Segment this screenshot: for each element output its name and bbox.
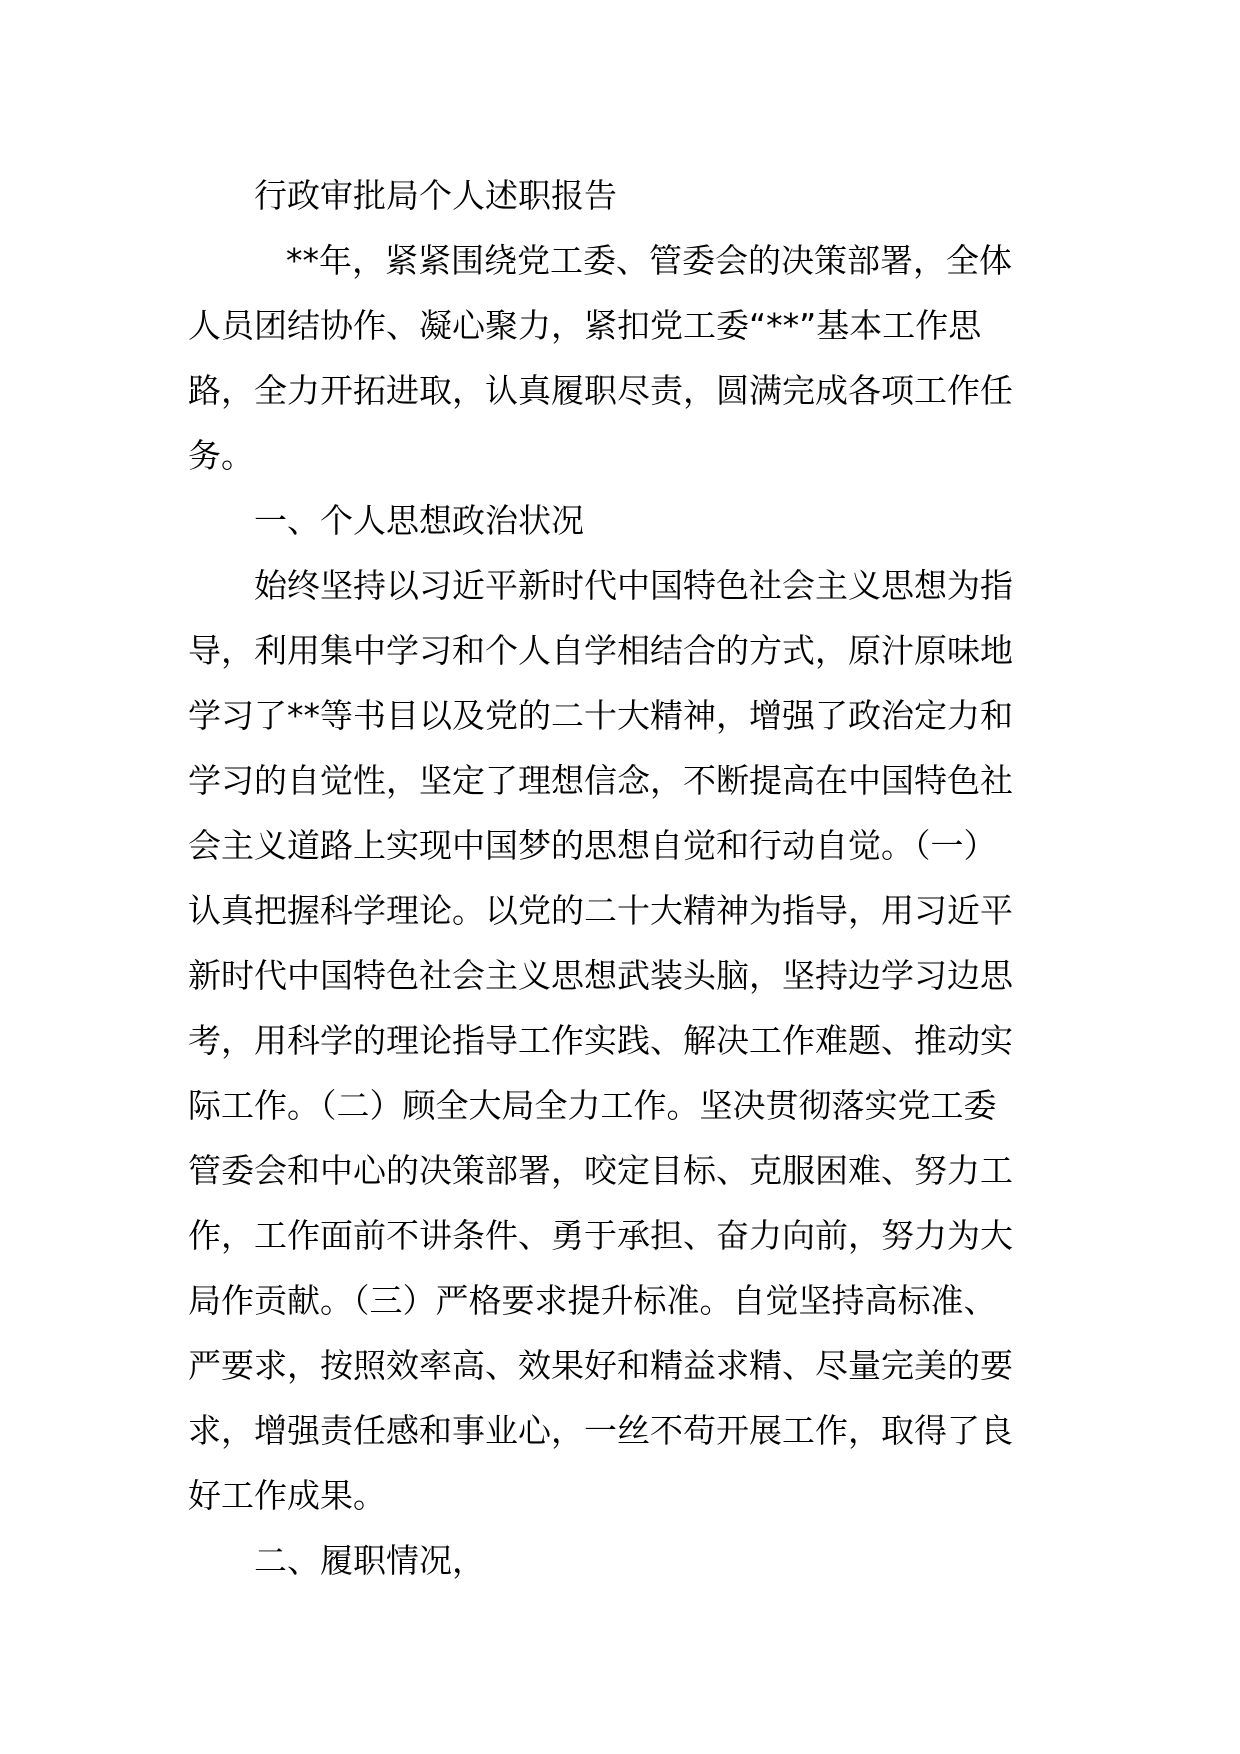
section-one-heading: 一、个人思想政治状况 xyxy=(254,501,584,540)
section-one-line-15: 好工作成果。 xyxy=(188,1476,386,1515)
section-one-line-4: 学习的自觉性，坚定了理想信念，不断提高在中国特色社 xyxy=(188,761,1013,800)
section-one-line-3: 学习了**等书目以及党的二十大精神，增强了政治定力和 xyxy=(188,696,1013,735)
section-one-line-8: 考，用科学的理论指导工作实践、解决工作难题、推动实 xyxy=(188,1021,1013,1060)
document-title: 行政审批局个人述职报告 xyxy=(254,176,617,215)
document-body xyxy=(188,163,1060,1593)
intro-line-3: 路，全力开拓进取，认真履职尽责，圆满完成各项工作任 xyxy=(188,371,1013,410)
intro-line-4: 务。 xyxy=(188,436,254,475)
section-one-line-1: 始终坚持以习近平新时代中国特色社会主义思想为指 xyxy=(254,566,1013,605)
section-one-line-2: 导，利用集中学习和个人自学相结合的方式，原汁原味地 xyxy=(188,631,1013,670)
intro-line-1: **年，紧紧围绕党工委、管委会的决策部署，全体 xyxy=(286,241,1012,280)
section-one-line-12: 局作贡献。（三）严格要求提升标准。自觉坚持高标准、 xyxy=(188,1281,997,1320)
section-two-heading: 二、履职情况， xyxy=(254,1541,485,1580)
section-one-line-10: 管委会和中心的决策部署，咬定目标、克服困难、努力工 xyxy=(188,1151,1013,1190)
intro-line-2: 人员团结协作、凝心聚力，紧扣党工委“**”基本工作思 xyxy=(188,306,982,345)
section-one-line-14: 求，增强责任感和事业心，一丝不苟开展工作，取得了良 xyxy=(188,1411,1013,1450)
section-one-line-11: 作，工作面前不讲条件、勇于承担、奋力向前，努力为大 xyxy=(188,1216,1013,1255)
section-one-line-7: 新时代中国特色社会主义思想武装头脑，坚持边学习边思 xyxy=(188,956,1013,995)
section-one-line-6: 认真把握科学理论。以党的二十大精神为指导，用习近平 xyxy=(188,891,1013,930)
section-one-line-13: 严要求，按照效率高、效果好和精益求精、尽量完美的要 xyxy=(188,1346,1013,1385)
section-one-line-5: 会主义道路上实现中国梦的思想自觉和行动自觉。（一） xyxy=(188,826,997,865)
section-one-line-9: 际工作。（二）顾全大局全力工作。坚决贯彻落实党工委 xyxy=(188,1086,997,1125)
